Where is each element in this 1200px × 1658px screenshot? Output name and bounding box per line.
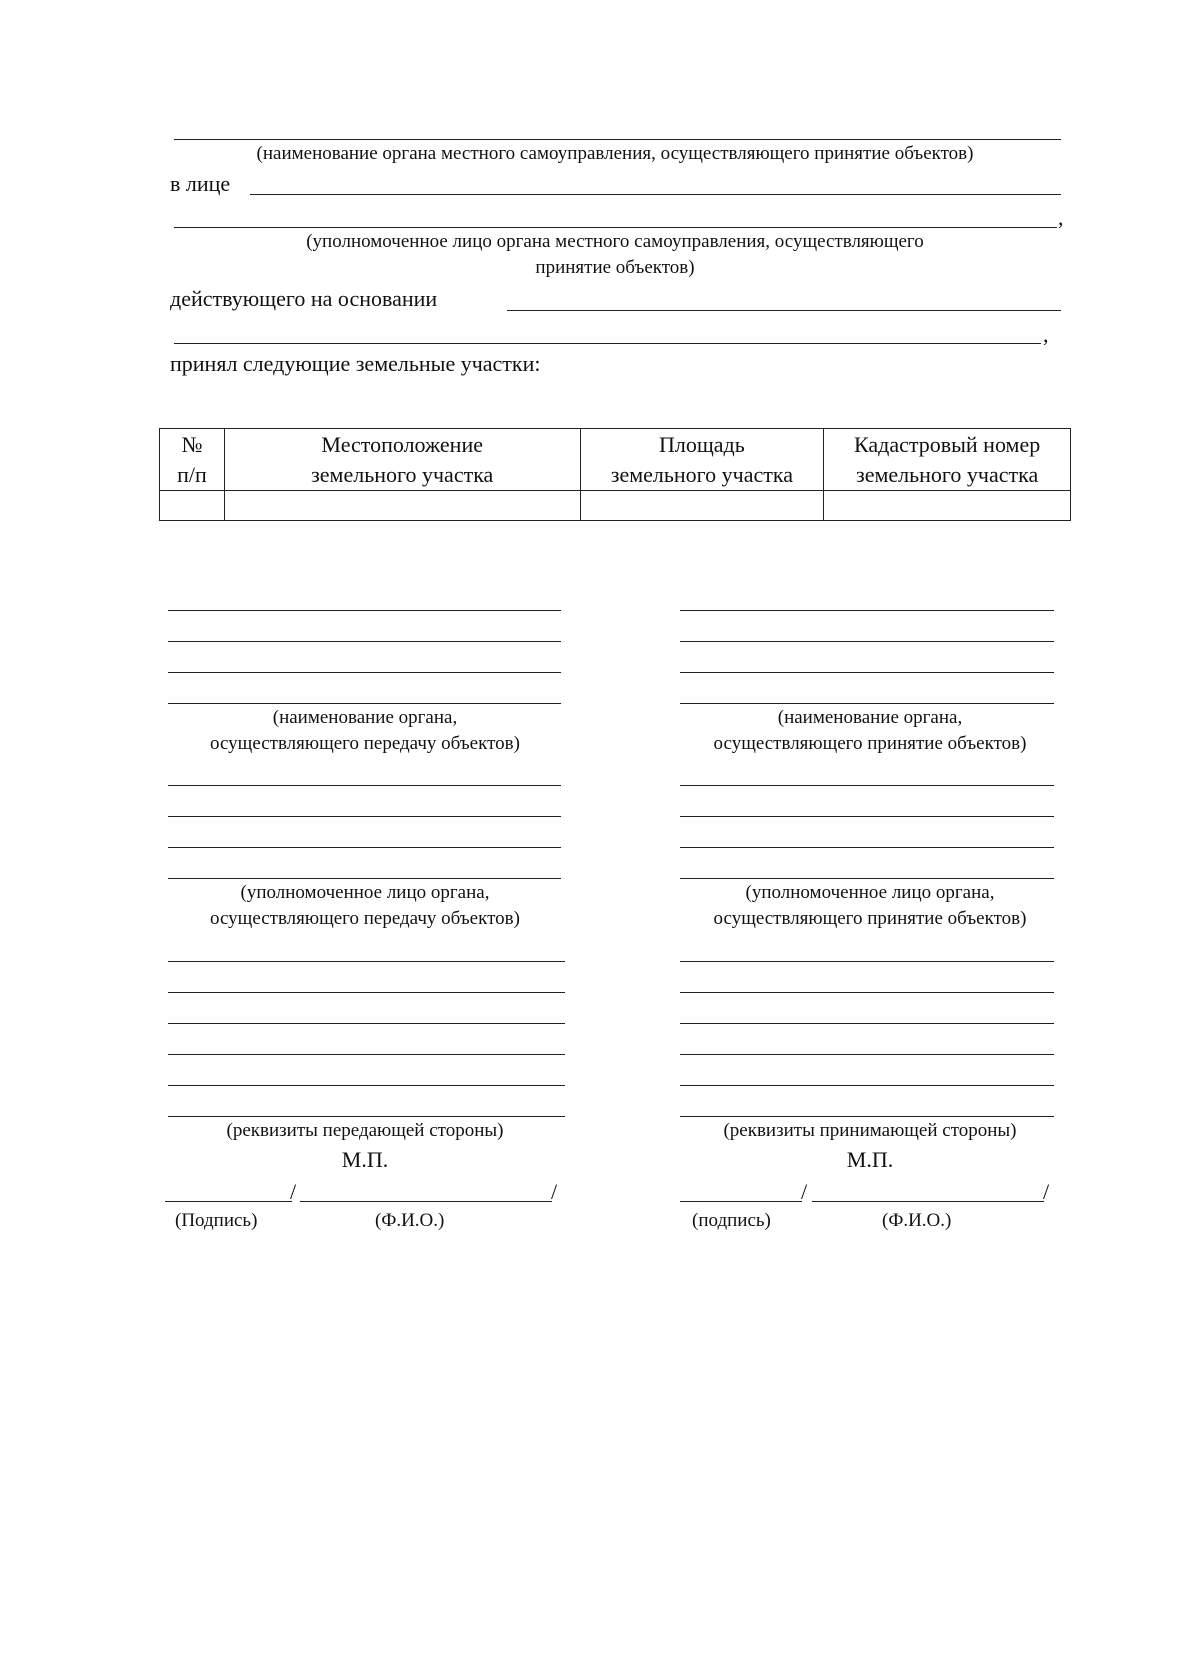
header-cell-area: Площадь земельного участка [580, 429, 824, 491]
left-person-caption-2: осуществляющего передачу объектов) [210, 908, 520, 929]
left-org-line-3 [168, 672, 561, 673]
right-org-line-2 [680, 641, 1054, 642]
table-cell [580, 491, 824, 521]
acting-line [507, 310, 1061, 311]
right-person-line-4 [680, 878, 1054, 879]
person-comma: , [1058, 205, 1064, 230]
left-person-line-3 [168, 847, 561, 848]
left-name-line [300, 1201, 552, 1202]
right-signature-slash: / [801, 1179, 808, 1204]
left-person-line-1 [168, 785, 561, 786]
left-stamp: М.П. [341, 1147, 389, 1172]
in-person-line [250, 194, 1061, 195]
left-org-line-1 [168, 610, 561, 611]
left-person-line-2 [168, 816, 561, 817]
right-details-line-2 [680, 992, 1054, 993]
table-cell [160, 491, 225, 521]
right-details-line-1 [680, 961, 1054, 962]
right-signature-label: (подпись) [692, 1210, 771, 1231]
left-details-line-4 [168, 1054, 565, 1055]
left-details-line-3 [168, 1023, 565, 1024]
left-org-line-2 [168, 641, 561, 642]
left-org-line-4 [168, 703, 561, 704]
left-details-line-2 [168, 992, 565, 993]
person-caption-line1: (уполномоченное лицо органа местного самоуправления, осуществляющего [306, 231, 924, 252]
basis-comma: , [1043, 322, 1049, 347]
right-org-caption-2: осуществляющего принятие объектов) [713, 733, 1027, 754]
header-cell-cadastral: Кадастровый номер земельного участка [824, 429, 1071, 491]
acting-label: действующего на основании [170, 286, 438, 311]
left-org-caption-1: (наименование органа, [272, 707, 458, 728]
left-name-slash: / [551, 1179, 558, 1204]
right-org-line-3 [680, 672, 1054, 673]
table-header-row [160, 429, 1071, 491]
right-details-line-4 [680, 1054, 1054, 1055]
right-signature-line [680, 1201, 802, 1202]
right-details-line-6 [680, 1116, 1054, 1117]
person-line [174, 227, 1057, 228]
person-caption-line2: принятие объектов) [535, 257, 695, 278]
right-details-line-5 [680, 1085, 1054, 1086]
right-person-line-3 [680, 847, 1054, 848]
header-cell-number: № п/п [160, 429, 225, 491]
left-details-caption: (реквизиты передающей стороны) [226, 1120, 504, 1141]
right-org-line-4 [680, 703, 1054, 704]
right-details-line-3 [680, 1023, 1054, 1024]
right-org-line-1 [680, 610, 1054, 611]
basis-line [174, 343, 1041, 344]
left-details-line-6 [168, 1116, 565, 1117]
right-details-caption: (реквизиты принимающей стороны) [723, 1120, 1017, 1141]
left-name-label: (Ф.И.О.) [375, 1210, 445, 1231]
right-person-caption-1: (уполномоченное лицо органа, [745, 882, 995, 903]
right-org-caption-1: (наименование органа, [777, 707, 963, 728]
left-org-caption-2: осуществляющего передачу объектов) [210, 733, 520, 754]
left-signature-label: (Подпись) [175, 1210, 258, 1231]
org-name-caption: (наименование органа местного самоуправления, осуществляющего принятие объектов) [256, 143, 974, 164]
right-person-caption-2: осуществляющего принятие объектов) [713, 908, 1027, 929]
table-row [160, 491, 1071, 521]
org-name-line [174, 139, 1061, 140]
left-details-line-1 [168, 961, 565, 962]
right-stamp: М.П. [846, 1147, 894, 1172]
right-name-label: (Ф.И.О.) [882, 1210, 952, 1231]
table-cell [824, 491, 1071, 521]
land-plots-table [159, 428, 1071, 521]
right-name-slash: / [1043, 1179, 1050, 1204]
right-person-line-2 [680, 816, 1054, 817]
in-person-label: в лице [170, 171, 231, 196]
header-cell-location: Местоположение земельного участка [224, 429, 580, 491]
right-person-line-1 [680, 785, 1054, 786]
right-name-line [812, 1201, 1044, 1202]
table-cell [224, 491, 580, 521]
left-person-caption-1: (уполномоченное лицо органа, [240, 882, 490, 903]
left-details-line-5 [168, 1085, 565, 1086]
left-person-line-4 [168, 878, 561, 879]
left-signature-line [165, 1201, 292, 1202]
left-signature-slash: / [290, 1179, 297, 1204]
accepted-label: принял следующие земельные участки: [170, 351, 541, 376]
